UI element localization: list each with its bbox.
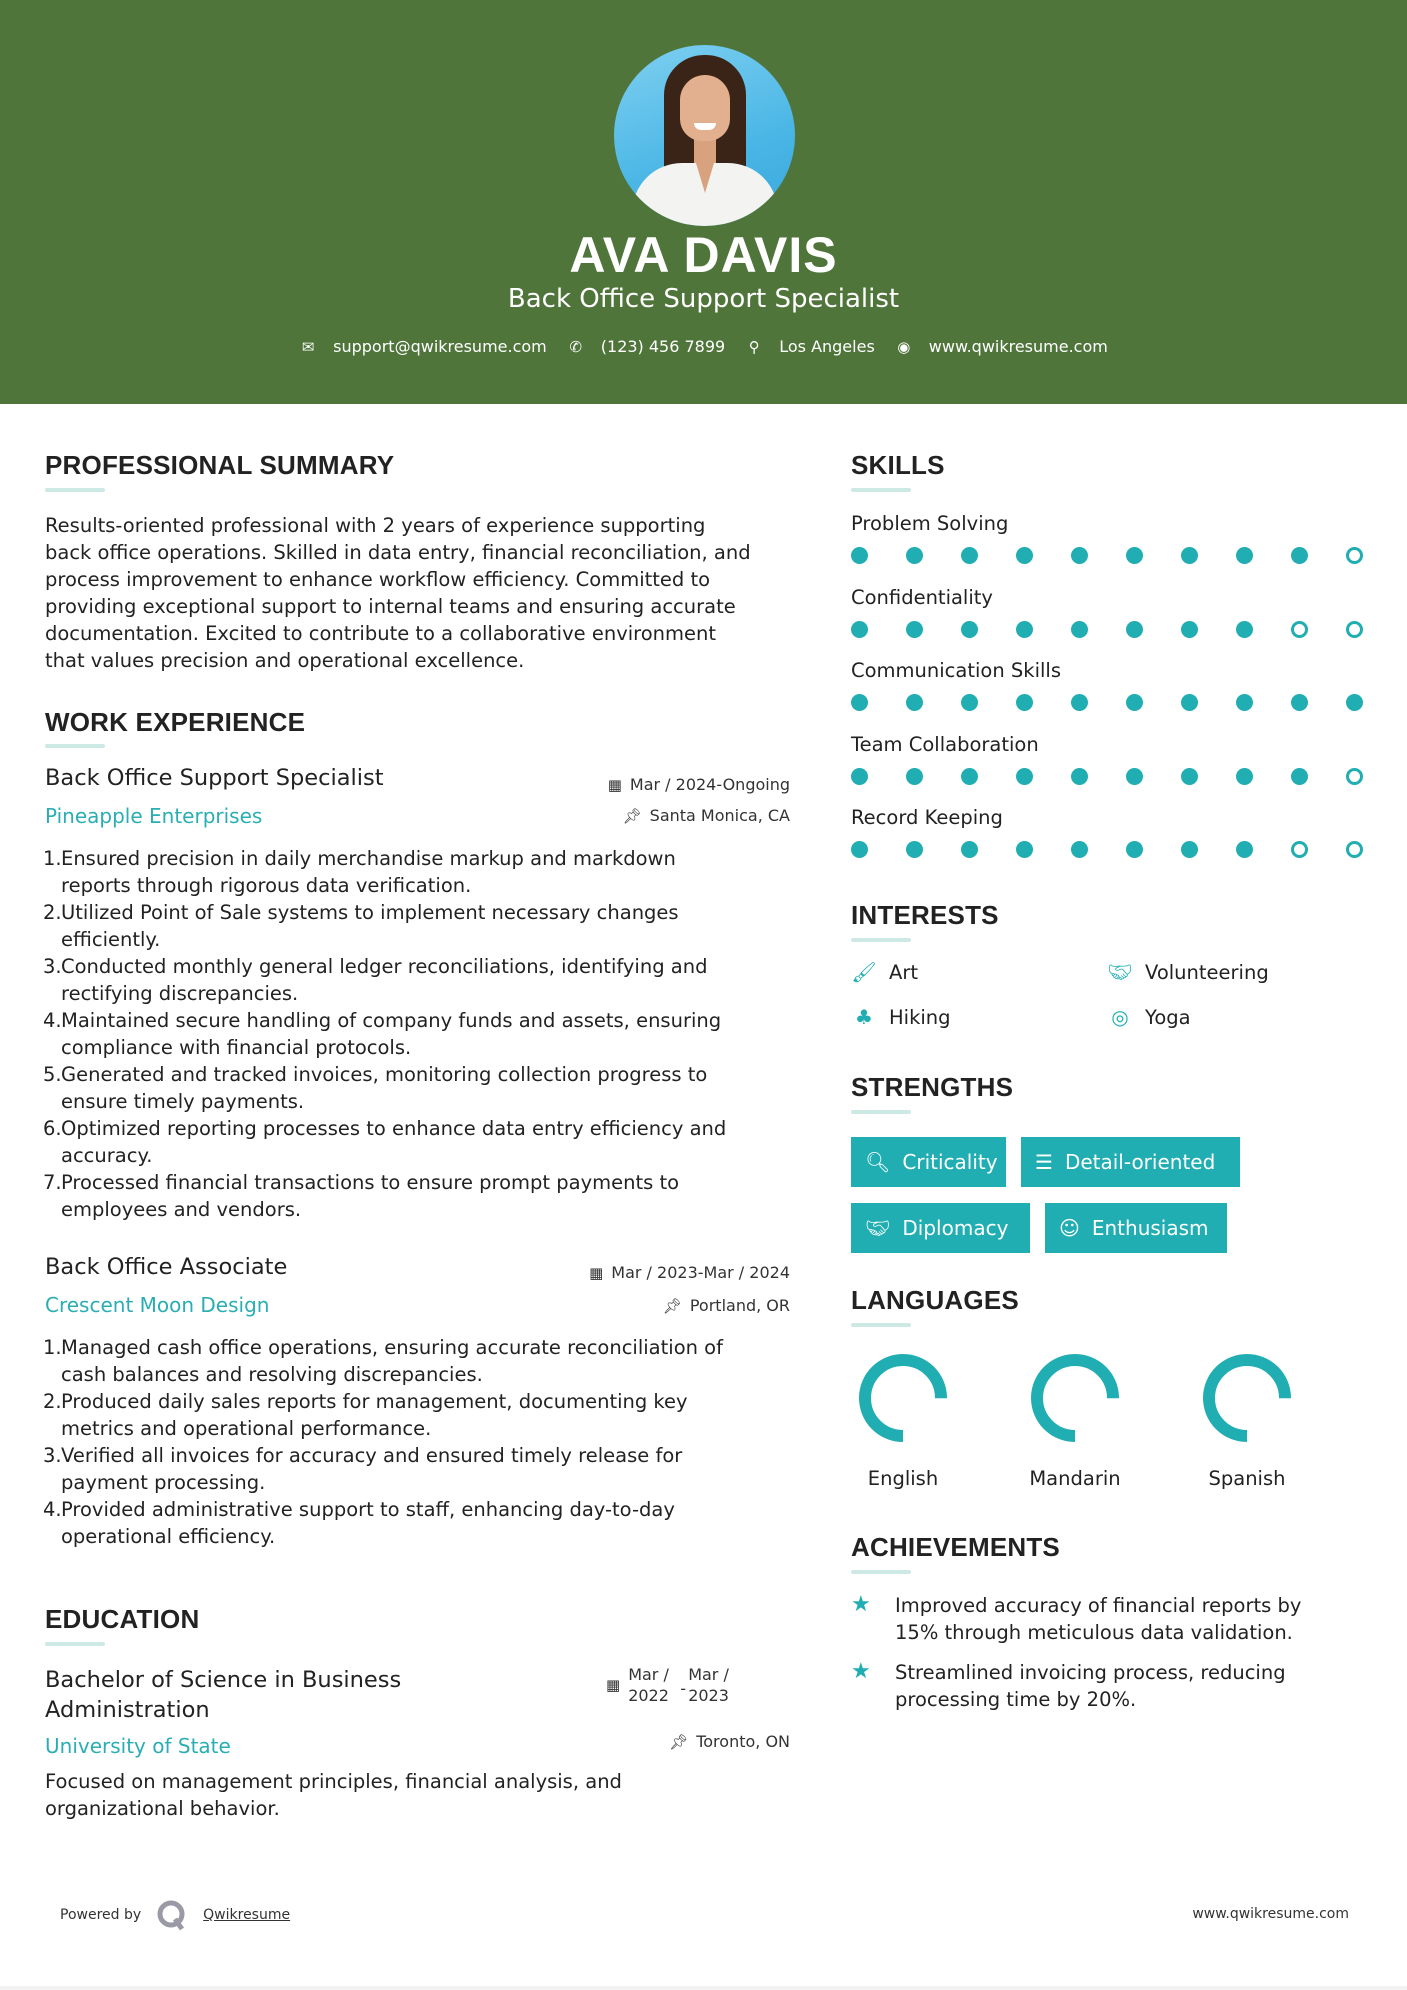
resume-header — [0, 0, 1407, 404]
rating-dot-filled — [1291, 768, 1308, 785]
achievement-item: ★ Streamlined invoicing process, reducing processing time by 20%. — [851, 1659, 1286, 1711]
bullet-item: 1. Managed cash office operations, ensuring accurate reconciliation of cash balances and resolving discrepancies. — [43, 1336, 723, 1386]
rating-dot-filled — [1126, 768, 1143, 785]
contact-email[interactable] — [299, 337, 547, 356]
bullet-item: 1. Ensured precision in daily merchandise markup and markdown reports through rigorous data verification. — [43, 847, 676, 897]
qwikresume-link[interactable]: Qwikresume — [203, 1907, 291, 1923]
candidate-title: Back Office Support Specialist — [507, 284, 900, 314]
powered-by — [60, 1898, 290, 1932]
rating-dot-filled — [961, 621, 978, 638]
rating-dot-filled — [961, 841, 978, 858]
rating-dot-empty — [1346, 621, 1363, 638]
rating-dot-filled — [1071, 768, 1088, 785]
strengths-heading: STRENGTHS — [851, 1072, 1014, 1102]
rating-dot-filled — [1016, 547, 1033, 564]
location-text: Los Angeles — [779, 337, 875, 356]
job-title: Back Office Support Specialist — [45, 765, 384, 791]
bullet-item: 4. Maintained secure handling of company funds and assets, ensuring compliance with financial protocols. — [43, 1009, 722, 1059]
qwikresume-logo-icon — [155, 1898, 189, 1932]
candidate-name: AVA DAVIS — [569, 227, 838, 283]
email-text: support@qwikresume.com — [333, 337, 547, 356]
paintbrush-icon: 🖌︎ — [851, 960, 877, 984]
section-underline — [851, 938, 911, 942]
rating-dot-filled — [1291, 547, 1308, 564]
strength-tag-criticality: 🔍︎ Criticality — [851, 1137, 1006, 1187]
experience-heading: WORK EXPERIENCE — [45, 707, 306, 737]
languages-heading: LANGUAGES — [851, 1285, 1019, 1315]
rating-dot-filled — [961, 694, 978, 711]
rating-dot-filled — [906, 694, 923, 711]
pushpin-icon: 📌︎ — [662, 1296, 682, 1315]
company-name: Pineapple Enterprises — [45, 804, 263, 828]
language-ring — [1030, 1353, 1120, 1443]
achievement-item: ★ Improved accuracy of financial reports by 15% through meticulous data validation. — [851, 1592, 1302, 1644]
bullet-item: 3. Verified all invoices for accuracy and ensured timely release for payment processing. — [43, 1444, 683, 1494]
company-name: Crescent Moon Design — [45, 1293, 270, 1317]
rating-dot-filled — [1016, 694, 1033, 711]
rating-dot-filled — [1236, 621, 1253, 638]
language-ring — [1202, 1353, 1292, 1443]
job-dates: ▦ Mar / 2024-Ongoing — [607, 775, 790, 794]
bullet-item: 3. Conducted monthly general ledger reconciliations, identifying and rectifying discrepancies. — [43, 955, 708, 1005]
section-underline — [45, 1642, 105, 1646]
section-underline — [45, 744, 105, 748]
bullet-item: 2. Produced daily sales reports for management, documenting key metrics and operational performance. — [43, 1390, 688, 1440]
rating-dot-filled — [906, 621, 923, 638]
rating-dot-filled — [961, 547, 978, 564]
phone-icon: ✆ — [569, 337, 583, 356]
globe-icon: ◉ — [897, 337, 911, 356]
section-underline — [851, 1323, 911, 1327]
section-underline — [45, 488, 105, 492]
skill-label: Communication Skills — [851, 659, 1061, 682]
rating-dot-empty — [1346, 768, 1363, 785]
rating-dot-empty — [1291, 621, 1308, 638]
rating-dot-filled — [1016, 621, 1033, 638]
tree-icon: ♣ — [855, 1005, 873, 1029]
language-name: Spanish — [1208, 1467, 1286, 1490]
star-icon: ★ — [851, 1592, 871, 1617]
interest-art: 🖌︎ Art — [851, 960, 919, 984]
section-underline — [851, 1110, 911, 1114]
rating-dot-filled — [1236, 694, 1253, 711]
rating-dot-filled — [1071, 621, 1088, 638]
job-bullets — [43, 1334, 803, 1550]
job-dates: ▦ Mar / 2023-Mar / 2024 — [589, 1263, 790, 1282]
pushpin-icon: 📌︎ — [622, 806, 642, 825]
rating-dot-filled — [1181, 621, 1198, 638]
rating-dot-filled — [851, 621, 868, 638]
calendar-icon: ▦ — [589, 1263, 604, 1282]
rating-dot-filled — [1126, 841, 1143, 858]
envelope-icon: ✉ — [301, 337, 315, 356]
education-heading: EDUCATION — [45, 1604, 200, 1634]
rating-dot-filled — [1071, 547, 1088, 564]
map-marker-icon: ⚲ — [748, 337, 760, 356]
strength-tag-enthusiasm: ☺ Enthusiasm — [1045, 1203, 1227, 1253]
rating-dot-filled — [906, 547, 923, 564]
bullet-item: 2. Utilized Point of Sale systems to implement necessary changes efficiently. — [43, 901, 679, 951]
interest-hiking: ♣ Hiking — [851, 1005, 951, 1029]
search-icon: 🔍︎ — [865, 1150, 891, 1174]
language-ring — [858, 1353, 948, 1443]
powered-by-text: Powered by — [60, 1907, 142, 1923]
language-item — [1010, 1353, 1140, 1490]
footer-website[interactable]: www.qwikresume.com — [1192, 1906, 1349, 1922]
rating-dot-filled — [961, 768, 978, 785]
rating-dot-filled — [1071, 841, 1088, 858]
handshake-icon: 🤝︎ — [865, 1216, 891, 1240]
language-item — [838, 1353, 968, 1490]
rating-dot-filled — [906, 768, 923, 785]
rating-dot-filled — [1291, 694, 1308, 711]
rating-dot-empty — [1291, 841, 1308, 858]
strength-tag-diplomacy: 🤝︎ Diplomacy — [851, 1203, 1030, 1253]
website-text: www.qwikresume.com — [928, 337, 1108, 356]
rating-dot-filled — [851, 547, 868, 564]
rating-dot-filled — [1126, 547, 1143, 564]
language-item — [1182, 1353, 1312, 1490]
contact-location — [745, 337, 875, 356]
section-underline — [851, 1570, 911, 1574]
bullet-item: 4. Provided administrative support to staff, enhancing day-to-day operational efficiency. — [43, 1498, 675, 1548]
rating-dot-filled — [1181, 768, 1198, 785]
strength-tag-detail-oriented: ☰ Detail-oriented — [1021, 1137, 1240, 1187]
handshake-icon: 🤝︎ — [1107, 960, 1133, 984]
rating-dot-empty — [1346, 841, 1363, 858]
interests-heading: INTERESTS — [851, 900, 999, 930]
language-name: English — [867, 1467, 939, 1490]
rating-dot-filled — [1016, 768, 1033, 785]
summary-heading: PROFESSIONAL SUMMARY — [45, 450, 395, 480]
rating-dot-filled — [1016, 841, 1033, 858]
rating-dot-filled — [1236, 547, 1253, 564]
calendar-icon: ▦ — [607, 775, 622, 794]
rating-dot-filled — [851, 841, 868, 858]
interest-yoga: ◎ Yoga — [1107, 1005, 1191, 1029]
bullet-item: 6. Optimized reporting processes to enhance data entry efficiency and accuracy. — [43, 1117, 727, 1167]
skill-label: Team Collaboration — [851, 733, 1039, 756]
bullet-item: 7. Processed financial transactions to ensure prompt payments to employees and vendors. — [43, 1171, 680, 1221]
rating-dot-filled — [1346, 694, 1363, 711]
life-ring-icon: ◎ — [1111, 1005, 1129, 1029]
contact-website[interactable] — [895, 337, 1108, 356]
rating-dot-filled — [1181, 694, 1198, 711]
rating-dot-filled — [851, 694, 868, 711]
page-bottom-edge — [0, 1986, 1407, 1990]
degree-title: Bachelor of Science in Business Administration — [45, 1667, 402, 1723]
job-title: Back Office Associate — [45, 1254, 288, 1280]
rating-dot-filled — [1126, 621, 1143, 638]
contact-bar — [0, 337, 1407, 356]
job-bullets — [43, 845, 803, 1223]
education-location: 📌︎ Toronto, ON — [669, 1732, 790, 1751]
rating-dot-filled — [1071, 694, 1088, 711]
pushpin-icon: 📌︎ — [669, 1732, 689, 1751]
phone-text: (123) 456 7899 — [600, 337, 726, 356]
smile-icon: ☺ — [1059, 1216, 1080, 1240]
list-icon: ☰ — [1035, 1150, 1053, 1174]
language-name: Mandarin — [1029, 1467, 1121, 1490]
school-name: University of State — [45, 1734, 231, 1758]
skill-label: Confidentiality — [851, 586, 993, 609]
rating-dot-empty — [1346, 547, 1363, 564]
job-location: 📌︎ Santa Monica, CA — [622, 806, 790, 825]
summary-text: Results-oriented professional with 2 years of experience supporting back office operations. Skilled in data entry, financial reconciliation, and process improvement to enhance workflow efficiency. Committed to providing exceptional support to internal teams and ensuring accurate documentation. Excited to contribute to a collaborative environment that values precision and operational excellence. — [45, 514, 751, 672]
education-dates: ▦ Mar / 2022 - Mar / 2023 — [606, 1665, 729, 1705]
rating-dot-filled — [1236, 768, 1253, 785]
profile-photo — [614, 45, 795, 226]
star-icon: ★ — [851, 1659, 871, 1684]
rating-dot-filled — [1126, 694, 1143, 711]
skill-label: Problem Solving — [851, 512, 1009, 535]
rating-dot-filled — [1236, 841, 1253, 858]
calendar-icon: ▦ — [606, 1675, 621, 1694]
rating-dot-filled — [1181, 547, 1198, 564]
education-description: Focused on management principles, financial analysis, and organizational behavior. — [45, 1770, 622, 1820]
interest-volunteering: 🤝︎ Volunteering — [1107, 960, 1269, 984]
achievements-heading: ACHIEVEMENTS — [851, 1532, 1060, 1562]
section-underline — [851, 488, 911, 492]
job-location: 📌︎ Portland, OR — [662, 1296, 790, 1315]
rating-dot-filled — [1181, 841, 1198, 858]
rating-dot-filled — [851, 768, 868, 785]
skill-label: Record Keeping — [851, 806, 1003, 829]
bullet-item: 5. Generated and tracked invoices, monitoring collection progress to ensure timely payments. — [43, 1063, 708, 1113]
rating-dot-filled — [906, 841, 923, 858]
contact-phone[interactable] — [567, 337, 725, 356]
skills-heading: SKILLS — [851, 450, 945, 480]
